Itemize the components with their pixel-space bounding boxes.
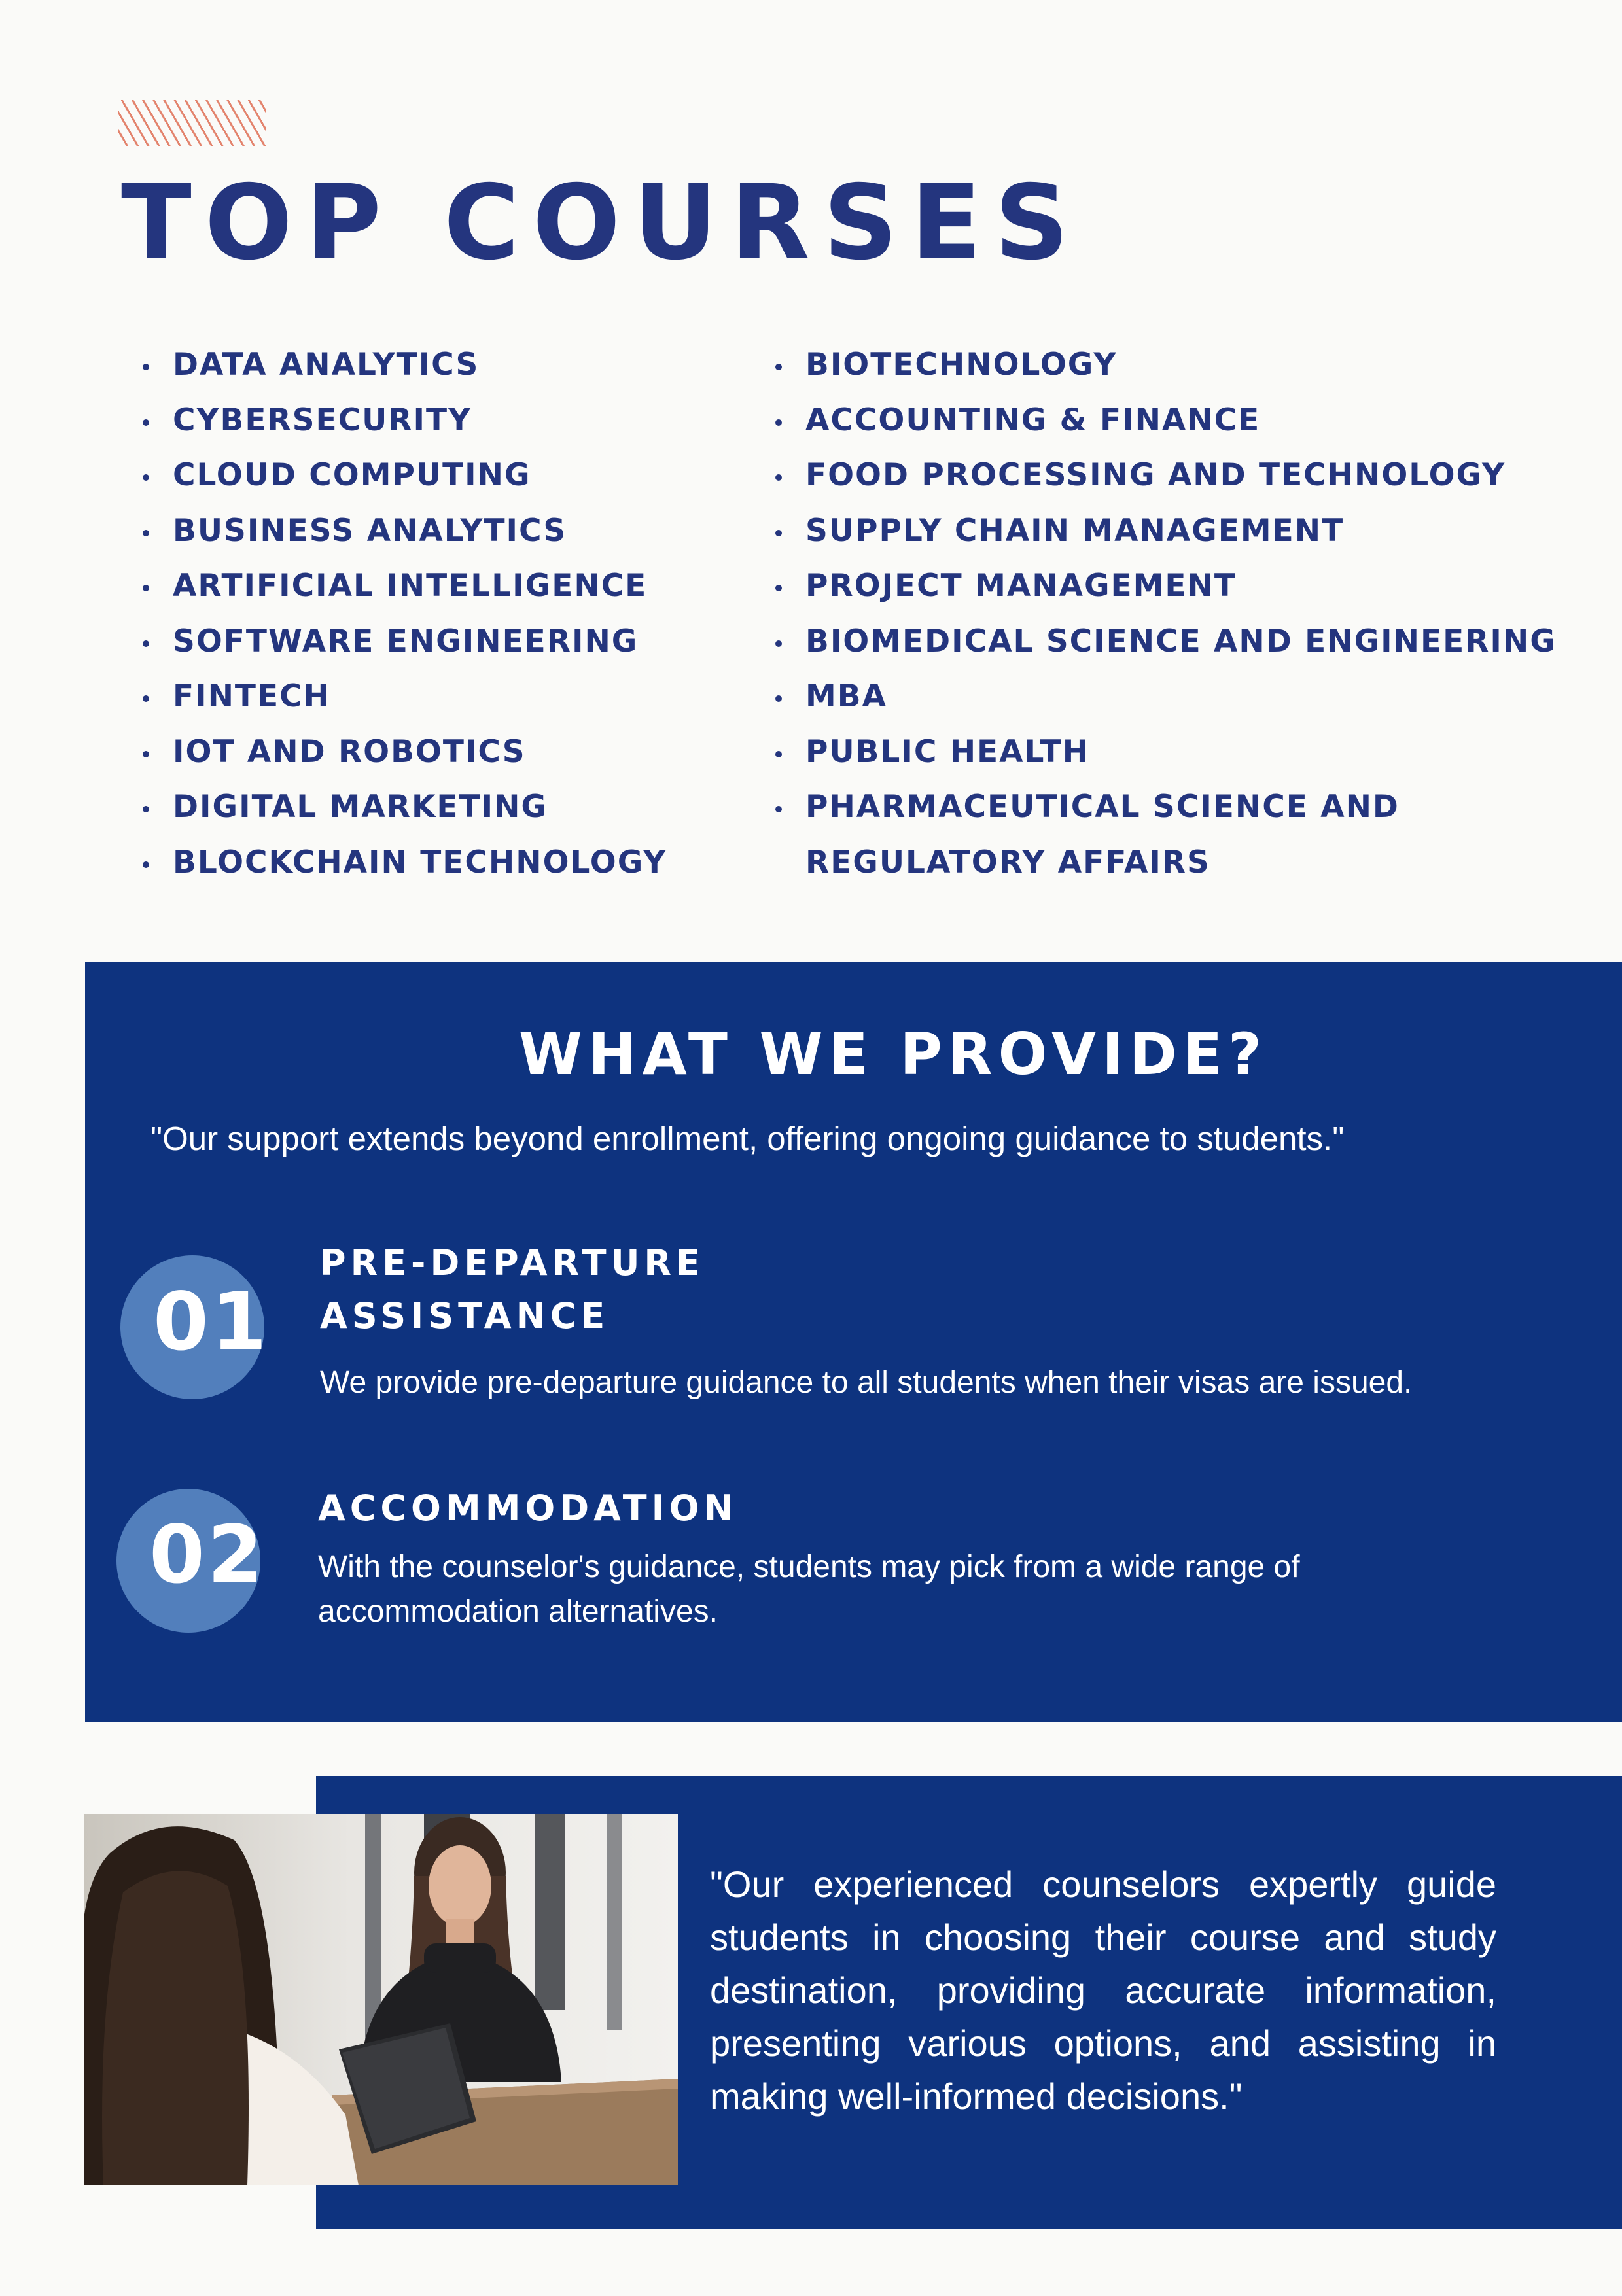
course-item: SUPPLY CHAIN MANAGEMENT	[775, 504, 1557, 559]
course-item: IOT AND ROBOTICS	[143, 725, 667, 780]
course-item: FOOD PROCESSING AND TECHNOLOGY	[775, 448, 1557, 504]
course-item: CYBERSECURITY	[143, 393, 667, 449]
decorative-hatch	[118, 100, 266, 146]
item-description: We provide pre-departure guidance to all students when their visas are issued.	[320, 1365, 1413, 1400]
item-number: 02	[149, 1508, 266, 1601]
section-title: WHAT WE PROVIDE?	[518, 1020, 1268, 1088]
item-description: With the counselor's guidance, students may pick from a wide range of accommodation alternatives.	[318, 1550, 1300, 1629]
course-item: BLOCKCHAIN TECHNOLOGY	[143, 835, 667, 891]
course-item: BUSINESS ANALYTICS	[143, 504, 667, 559]
course-item: MBA	[775, 669, 1557, 725]
course-item: FINTECH	[143, 669, 667, 725]
course-item: BIOTECHNOLOGY	[775, 338, 1557, 393]
item-title: ACCOMMODATION	[318, 1487, 738, 1529]
course-item: SOFTWARE ENGINEERING	[143, 614, 667, 670]
course-item: ARTIFICIAL INTELLIGENCE	[143, 559, 667, 614]
page-title: TOP COURSES	[121, 163, 1082, 283]
course-item: DATA ANALYTICS	[143, 338, 667, 393]
course-list-left	[143, 338, 667, 890]
course-list-right	[775, 338, 1557, 890]
course-item: PUBLIC HEALTH	[775, 725, 1557, 780]
what-we-provide-section	[85, 962, 1622, 1722]
course-item: PHARMACEUTICAL SCIENCE AND REGULATORY AFFAIRS	[775, 780, 1492, 890]
course-item: CLOUD COMPUTING	[143, 448, 667, 504]
item-number: 01	[153, 1276, 270, 1368]
course-item: ACCOUNTING & FINANCE	[775, 393, 1557, 449]
course-item: PROJECT MANAGEMENT	[775, 559, 1557, 614]
counseling-session-photo	[84, 1814, 678, 2185]
course-item: BIOMEDICAL SCIENCE AND ENGINEERING	[775, 614, 1557, 670]
item-title: PRE-DEPARTURE ASSISTANCE	[320, 1242, 705, 1336]
section-subtitle: "Our support extends beyond enrollment, offering ongoing guidance to students."	[150, 1120, 1345, 1157]
course-item: DIGITAL MARKETING	[143, 780, 667, 835]
counselor-quote: "Our experienced counselors expertly guide students in choosing their course and study destination, providing accurate information, presenting various options, and assisting in making well-informed decisions."	[710, 1864, 1496, 2117]
